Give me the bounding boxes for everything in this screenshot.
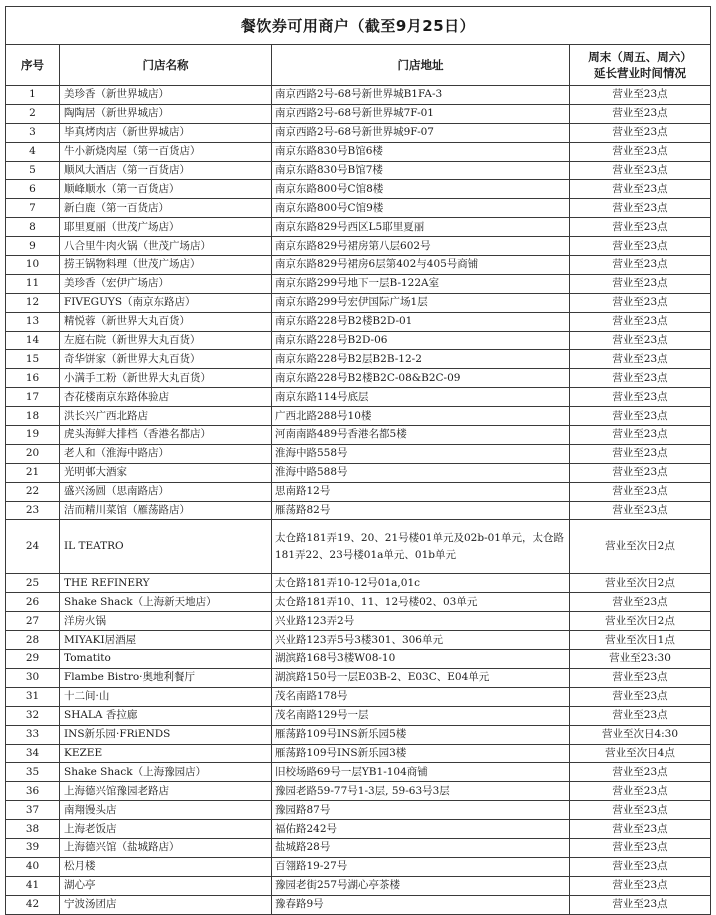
store-address: 湖滨路168号3楼W08-10	[272, 650, 570, 669]
table-row	[6, 463, 711, 482]
store-name: 上海老饭店	[60, 820, 272, 839]
store-name: 洁而精川菜馆（雁荡路店）	[60, 501, 272, 520]
extended-hours: 营业至23:30	[570, 650, 711, 669]
row-number: 40	[6, 857, 60, 876]
table-row	[6, 706, 711, 725]
row-number: 5	[6, 161, 60, 180]
extended-hours: 营业至次日2点	[570, 612, 711, 631]
extended-hours: 营业至次日1点	[570, 631, 711, 650]
store-name: IL TEATRO	[60, 520, 272, 574]
table-row	[6, 180, 711, 199]
extended-hours: 营业至23点	[570, 180, 711, 199]
store-name: 十二间·山	[60, 687, 272, 706]
store-name: FIVEGUYS（南京东路店）	[60, 293, 272, 312]
store-name: 宁波汤团店	[60, 895, 272, 914]
store-address: 南京东路829号裙房第八层602号	[272, 237, 570, 256]
store-name: 八合里牛肉火锅（世茂广场店）	[60, 237, 272, 256]
store-name: 上海德兴馆（盐城路店）	[60, 838, 272, 857]
store-name: MIYAKI居酒屋	[60, 631, 272, 650]
table-row	[6, 668, 711, 687]
table-row	[6, 650, 711, 669]
row-number: 14	[6, 331, 60, 350]
store-name: 盛兴汤圆（思南路店）	[60, 482, 272, 501]
store-address: 南京东路228号B2层B2B-12-2	[272, 350, 570, 369]
store-address: 茂名南路129号一层	[272, 706, 570, 725]
table-row	[6, 482, 711, 501]
table-row	[6, 857, 711, 876]
table-row	[6, 687, 711, 706]
store-address: 南京东路114号底层	[272, 388, 570, 407]
store-name: 左庭右院（新世界大丸百货）	[60, 331, 272, 350]
table-row	[6, 388, 711, 407]
store-address: 盐城路28号	[272, 838, 570, 857]
store-name: 美珍香（新世界城店）	[60, 86, 272, 105]
store-name: Shake Shack（上海新天地店）	[60, 593, 272, 612]
extended-hours: 营业至23点	[570, 256, 711, 275]
store-address: 南京东路299号宏伊国际广场1层	[272, 293, 570, 312]
store-name: 奇华饼家（新世界大丸百货）	[60, 350, 272, 369]
store-address: 思南路12号	[272, 482, 570, 501]
store-name: 松月楼	[60, 857, 272, 876]
row-number: 34	[6, 744, 60, 763]
extended-hours: 营业至23点	[570, 218, 711, 237]
store-address: 南京西路2号-68号新世界城7F-01	[272, 104, 570, 123]
extended-hours: 营业至23点	[570, 237, 711, 256]
table-row	[6, 331, 711, 350]
row-number: 1	[6, 86, 60, 105]
extended-hours: 营业至23点	[570, 86, 711, 105]
table-row	[6, 256, 711, 275]
store-name: Tomatito	[60, 650, 272, 669]
header-row	[6, 45, 711, 86]
table-row	[6, 237, 711, 256]
row-number: 13	[6, 312, 60, 331]
store-address: 豫春路9号	[272, 895, 570, 914]
row-number: 2	[6, 104, 60, 123]
extended-hours: 营业至23点	[570, 463, 711, 482]
store-address: 淮海中路588号	[272, 463, 570, 482]
table-row	[6, 312, 711, 331]
table-row	[6, 369, 711, 388]
row-number: 24	[6, 520, 60, 574]
row-number: 30	[6, 668, 60, 687]
extended-hours: 营业至23点	[570, 350, 711, 369]
table-row	[6, 801, 711, 820]
store-address: 豫园老路59-77号1-3层, 59-63号3层	[272, 782, 570, 801]
store-name: SHALA 香拉廊	[60, 706, 272, 725]
store-address: 南京东路228号B2楼B2D-01	[272, 312, 570, 331]
store-name: 陶陶居（新世界城店）	[60, 104, 272, 123]
store-address: 雁荡路109号INS新乐园5楼	[272, 725, 570, 744]
extended-hours: 营业至23点	[570, 293, 711, 312]
table-row	[6, 631, 711, 650]
table-row	[6, 782, 711, 801]
store-address: 南京东路829号西区L5耶里夏丽	[272, 218, 570, 237]
extended-hours: 营业至次日2点	[570, 520, 711, 574]
store-address: 南京东路299号地下一层B-122A室	[272, 274, 570, 293]
row-number: 28	[6, 631, 60, 650]
store-address: 兴业路123弄2号	[272, 612, 570, 631]
store-name: 牛小新烧肉屋（第一百货店）	[60, 142, 272, 161]
merchant-table	[5, 6, 711, 915]
extended-hours: 营业至23点	[570, 857, 711, 876]
row-number: 12	[6, 293, 60, 312]
store-name: 新白鹿（第一百货店）	[60, 199, 272, 218]
store-name: 虎头海鲜大排档（香港名都店）	[60, 426, 272, 445]
store-address: 湖滨路150号一层E03B-2、E03C、E04单元	[272, 668, 570, 687]
store-address: 雁荡路109号INS新乐园3楼	[272, 744, 570, 763]
store-name: 湖心亭	[60, 876, 272, 895]
store-name: Flambe Bistro·奥地利餐厅	[60, 668, 272, 687]
store-address: 南京东路228号B2楼B2C-08&B2C-09	[272, 369, 570, 388]
table-row	[6, 86, 711, 105]
table-row	[6, 876, 711, 895]
extended-hours: 营业至23点	[570, 388, 711, 407]
store-address: 南京东路228号B2D-06	[272, 331, 570, 350]
store-address: 南京东路800号C馆9楼	[272, 199, 570, 218]
extended-hours: 营业至23点	[570, 782, 711, 801]
header-hours-line2: 延长营业时间情况	[594, 66, 686, 80]
table-row	[6, 763, 711, 782]
store-address: 太仓路181弄10-12号01a,01c	[272, 574, 570, 593]
extended-hours: 营业至23点	[570, 668, 711, 687]
store-name: 捞王锅物料理（世茂广场店）	[60, 256, 272, 275]
store-address: 豫园路87号	[272, 801, 570, 820]
extended-hours: 营业至23点	[570, 820, 711, 839]
row-number: 35	[6, 763, 60, 782]
store-name: 上海德兴馆豫园老路店	[60, 782, 272, 801]
row-number: 9	[6, 237, 60, 256]
header-hours-line1: 周末（周五、周六）	[588, 50, 692, 64]
extended-hours: 营业至23点	[570, 801, 711, 820]
table-row	[6, 574, 711, 593]
row-number: 31	[6, 687, 60, 706]
extended-hours: 营业至23点	[570, 142, 711, 161]
extended-hours: 营业至23点	[570, 274, 711, 293]
table-row	[6, 293, 711, 312]
store-address: 南京西路2号-68号新世界城9F-07	[272, 123, 570, 142]
header-address: 门店地址	[272, 45, 570, 86]
row-number: 39	[6, 838, 60, 857]
store-name: 毕真烤肉店（新世界城店）	[60, 123, 272, 142]
store-address: 南京东路830号B馆7楼	[272, 161, 570, 180]
row-number: 10	[6, 256, 60, 275]
row-number: 19	[6, 426, 60, 445]
header-no: 序号	[6, 45, 60, 86]
extended-hours: 营业至23点	[570, 123, 711, 142]
merchant-table-sheet	[5, 6, 710, 915]
table-row	[6, 838, 711, 857]
store-address: 广西北路288号10楼	[272, 407, 570, 426]
store-address: 太仓路181弄19、20、21号楼01单元及02b-01单元，太仓路181弄22、23号楼01a单元、01b单元	[272, 520, 570, 574]
store-address: 雁荡路82号	[272, 501, 570, 520]
store-name: 精悦蓉（新世界大丸百货）	[60, 312, 272, 331]
extended-hours: 营业至23点	[570, 895, 711, 914]
store-name: 顺风大酒店（第一百货店）	[60, 161, 272, 180]
row-number: 33	[6, 725, 60, 744]
row-number: 25	[6, 574, 60, 593]
table-body	[6, 86, 711, 915]
row-number: 41	[6, 876, 60, 895]
store-address: 福佑路242号	[272, 820, 570, 839]
store-name: THE REFINERY	[60, 574, 272, 593]
row-number: 29	[6, 650, 60, 669]
extended-hours: 营业至23点	[570, 763, 711, 782]
row-number: 4	[6, 142, 60, 161]
table-row	[6, 444, 711, 463]
extended-hours: 营业至23点	[570, 838, 711, 857]
store-address: 南京东路830号B馆6楼	[272, 142, 570, 161]
row-number: 42	[6, 895, 60, 914]
table-row	[6, 218, 711, 237]
store-name: 耶里夏丽（世茂广场店）	[60, 218, 272, 237]
store-name: 小满手工粉（新世界大丸百货）	[60, 369, 272, 388]
row-number: 11	[6, 274, 60, 293]
extended-hours: 营业至次日2点	[570, 574, 711, 593]
store-name: INS新乐园·FRiENDS	[60, 725, 272, 744]
extended-hours: 营业至次日4:30	[570, 725, 711, 744]
row-number: 21	[6, 463, 60, 482]
table-row	[6, 104, 711, 123]
extended-hours: 营业至23点	[570, 369, 711, 388]
store-address: 兴业路123弄5号3楼301、306单元	[272, 631, 570, 650]
store-address: 豫园老街257号湖心亭茶楼	[272, 876, 570, 895]
store-address: 南京东路800号C馆8楼	[272, 180, 570, 199]
row-number: 15	[6, 350, 60, 369]
row-number: 37	[6, 801, 60, 820]
table-row	[6, 612, 711, 631]
table-row	[6, 407, 711, 426]
row-number: 20	[6, 444, 60, 463]
store-address: 河南南路489号香港名都5楼	[272, 426, 570, 445]
store-address: 南京东路829号裙房6层第402与405号商铺	[272, 256, 570, 275]
row-number: 36	[6, 782, 60, 801]
table-row	[6, 820, 711, 839]
row-number: 23	[6, 501, 60, 520]
extended-hours: 营业至23点	[570, 501, 711, 520]
header-name: 门店名称	[60, 45, 272, 86]
table-row	[6, 426, 711, 445]
store-name: Shake Shack（上海豫园店）	[60, 763, 272, 782]
table-row	[6, 350, 711, 369]
extended-hours: 营业至23点	[570, 407, 711, 426]
extended-hours: 营业至23点	[570, 161, 711, 180]
table-row	[6, 744, 711, 763]
store-name: 光明邨大酒家	[60, 463, 272, 482]
store-name: 顺峰顺水（第一百货店）	[60, 180, 272, 199]
table-row	[6, 593, 711, 612]
table-row	[6, 199, 711, 218]
row-number: 6	[6, 180, 60, 199]
table-row	[6, 520, 711, 574]
table-row	[6, 895, 711, 914]
extended-hours: 营业至次日4点	[570, 744, 711, 763]
store-name: 洪长兴广西北路店	[60, 407, 272, 426]
row-number: 27	[6, 612, 60, 631]
table-title: 餐饮券可用商户（截至9月25日）	[6, 7, 711, 45]
row-number: 7	[6, 199, 60, 218]
table-row	[6, 161, 711, 180]
row-number: 22	[6, 482, 60, 501]
row-number: 26	[6, 593, 60, 612]
extended-hours: 营业至23点	[570, 312, 711, 331]
table-row	[6, 725, 711, 744]
store-name: 老人和（淮海中路店）	[60, 444, 272, 463]
store-address: 淮海中路558号	[272, 444, 570, 463]
extended-hours: 营业至23点	[570, 687, 711, 706]
extended-hours: 营业至23点	[570, 482, 711, 501]
row-number: 17	[6, 388, 60, 407]
extended-hours: 营业至23点	[570, 104, 711, 123]
table-row	[6, 274, 711, 293]
row-number: 16	[6, 369, 60, 388]
row-number: 8	[6, 218, 60, 237]
row-number: 3	[6, 123, 60, 142]
store-name: 美珍香（宏伊广场店）	[60, 274, 272, 293]
extended-hours: 营业至23点	[570, 426, 711, 445]
table-row	[6, 123, 711, 142]
store-address: 旧校场路69号一层YB1-104商铺	[272, 763, 570, 782]
extended-hours: 营业至23点	[570, 199, 711, 218]
extended-hours: 营业至23点	[570, 706, 711, 725]
table-row	[6, 501, 711, 520]
store-name: 杏花楼南京东路体验店	[60, 388, 272, 407]
row-number: 32	[6, 706, 60, 725]
store-address: 南京西路2号-68号新世界城B1FA-3	[272, 86, 570, 105]
store-address: 百翎路19-27号	[272, 857, 570, 876]
store-address: 太仓路181弄10、11、12号楼02、03单元	[272, 593, 570, 612]
extended-hours: 营业至23点	[570, 331, 711, 350]
extended-hours: 营业至23点	[570, 444, 711, 463]
header-hours	[570, 45, 711, 86]
store-address: 茂名南路178号	[272, 687, 570, 706]
row-number: 38	[6, 820, 60, 839]
table-row	[6, 142, 711, 161]
store-name: 洋房火锅	[60, 612, 272, 631]
store-name: 南翔馒头店	[60, 801, 272, 820]
row-number: 18	[6, 407, 60, 426]
store-name: KEZEE	[60, 744, 272, 763]
extended-hours: 营业至23点	[570, 593, 711, 612]
extended-hours: 营业至23点	[570, 876, 711, 895]
